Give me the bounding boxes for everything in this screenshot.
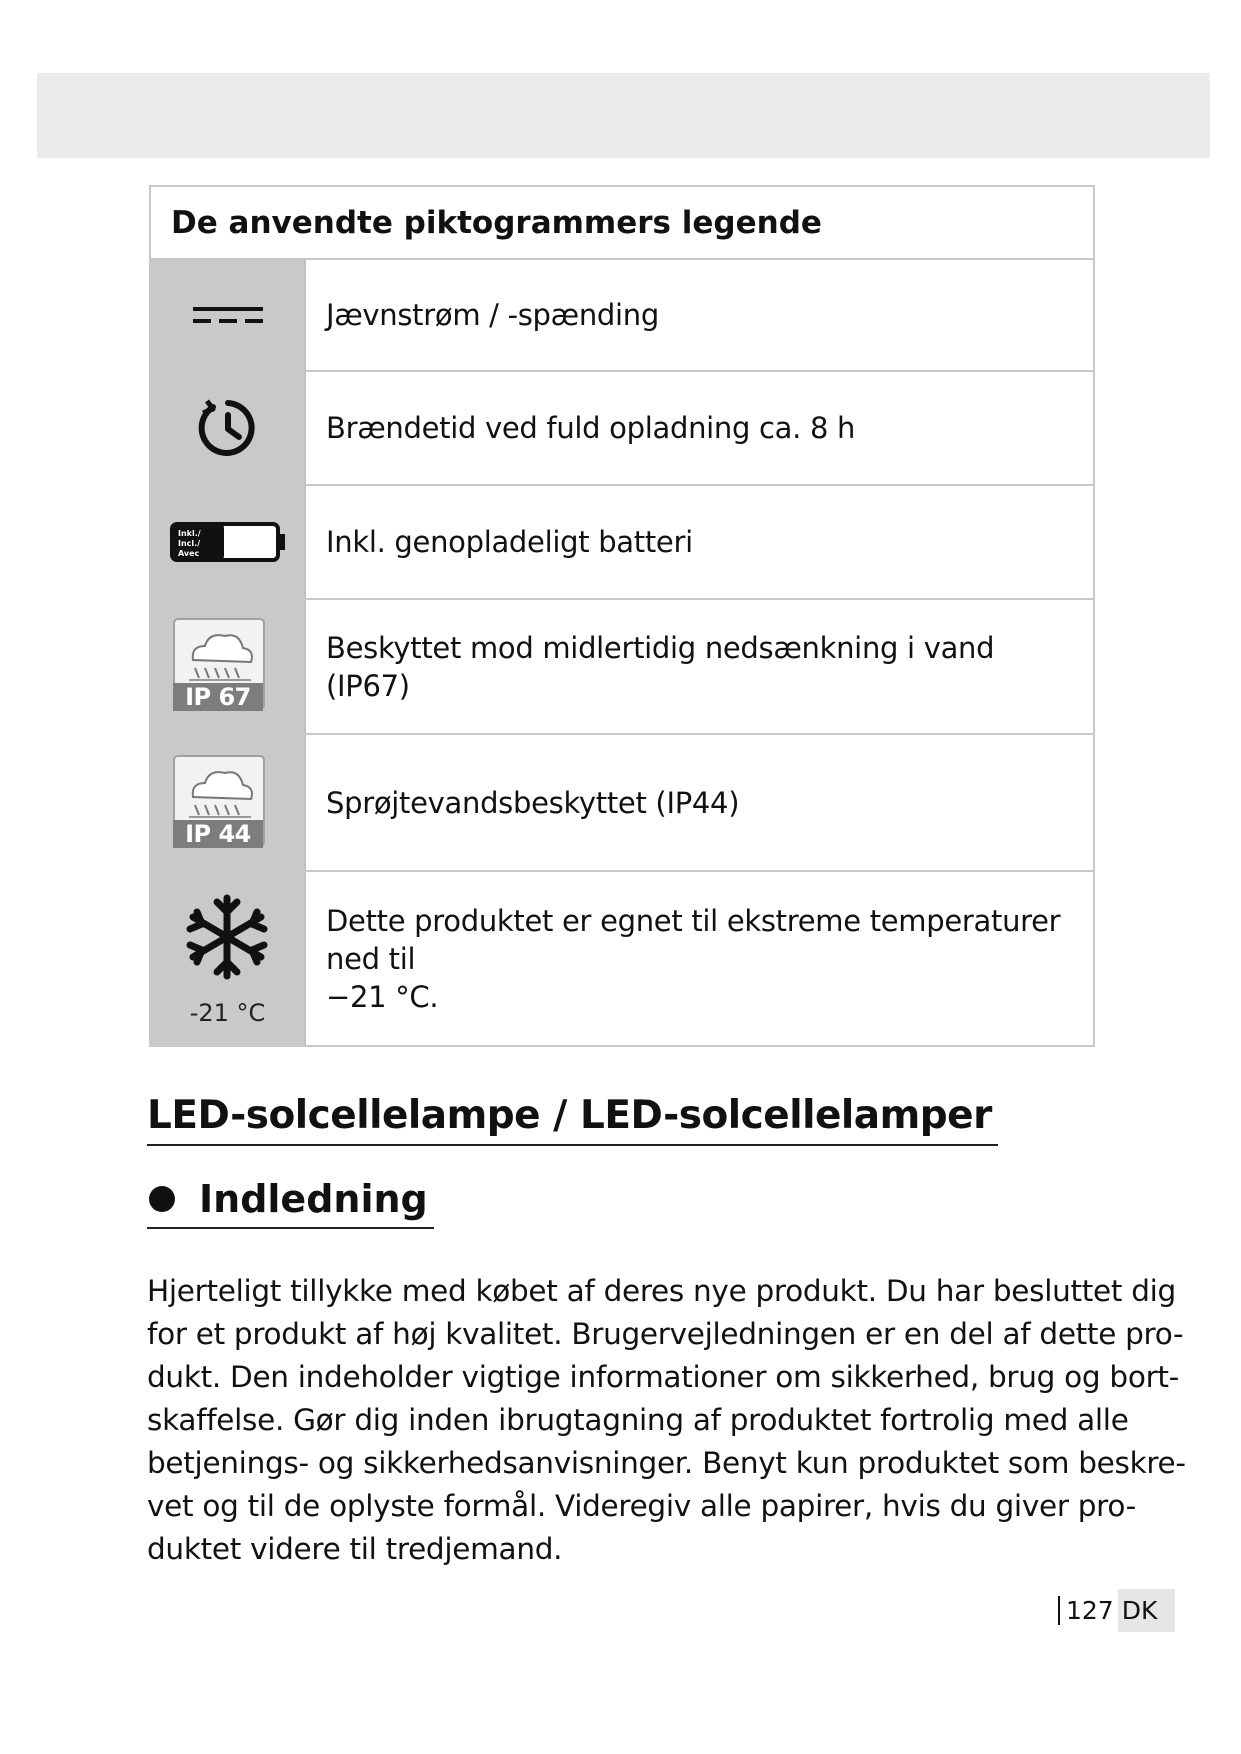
paragraph-line: for et produkt af høj kvalitet. Brugervejledningen er en del af dette pro- [147, 1317, 1184, 1351]
timer-icon [151, 372, 306, 484]
temperature-label: -21 °C [189, 999, 266, 1027]
snowflake-icon [151, 872, 306, 1045]
svg-text:Incl./: Incl./ [177, 539, 200, 548]
ip44-label: IP 44 [173, 820, 263, 848]
legend-row-ip67 [151, 600, 1093, 735]
paragraph-line: dukt. Den indeholder vigtige informationer om sikkerhed, brug og bort- [147, 1360, 1180, 1394]
page-number-block [1058, 1587, 1175, 1633]
ip67-icon [151, 600, 306, 733]
pictogram-legend-table [149, 185, 1095, 1047]
legend-text-ip67: Beskyttet mod midlertidig nedsænkning i vand (IP67) [326, 630, 995, 703]
svg-text:Inkl./: Inkl./ [177, 529, 201, 538]
intro-paragraph [147, 1270, 1186, 1571]
legend-text-temperature-line1: Dette produktet er egnet til ekstreme temperaturer ned til [326, 903, 1061, 976]
legend-text-temperature-line2: −21 °C. [326, 979, 439, 1014]
product-heading: LED-solcellelampe / LED-solcellelamper [147, 1093, 998, 1146]
bullet-icon [149, 1186, 175, 1212]
legend-title: De anvendte piktogrammers legende [151, 187, 1093, 260]
dc-current-icon [151, 260, 306, 370]
legend-row-burn-time [151, 372, 1093, 486]
paragraph-line: vet og til de oplyste formål. Videregiv alle papirer, hvis du giver pro- [147, 1489, 1136, 1523]
legend-row-battery [151, 486, 1093, 600]
legend-row-dc [151, 260, 1093, 372]
legend-text-ip44: Sprøjtevandsbeskyttet (IP44) [326, 785, 740, 820]
paragraph-line: Hjerteligt tillykke med købet af deres nye produkt. Du har besluttet dig [147, 1274, 1176, 1308]
paragraph-line: skaffelse. Gør dig inden ibrugtagning af produktet fortrolig med alle [147, 1403, 1129, 1437]
ip44-icon [151, 735, 306, 870]
legend-text-temperature [306, 872, 1093, 1045]
paragraph-line: betjenings- og sikkerhedsanvisninger. Benyt kun produktet som beskre- [147, 1446, 1186, 1480]
header-band [37, 73, 1210, 158]
language-code: DK [1118, 1589, 1176, 1632]
legend-text-battery: Inkl. genopladeligt batteri [326, 525, 693, 559]
section-title: Indledning [199, 1177, 428, 1221]
legend-text-burn-time: Brændetid ved fuld opladning ca. 8 h [326, 411, 856, 445]
legend-row-temperature [151, 872, 1093, 1045]
battery-icon [151, 486, 306, 598]
legend-text-dc: Jævnstrøm / -spænding [326, 298, 659, 332]
legend-row-ip44 [151, 735, 1093, 872]
page-number: 127 [1058, 1596, 1118, 1625]
ip67-label: IP 67 [173, 683, 263, 711]
svg-text:Avec: Avec [177, 549, 199, 558]
paragraph-line: duktet videre til tredjemand. [147, 1532, 563, 1566]
section-heading [147, 1177, 434, 1229]
